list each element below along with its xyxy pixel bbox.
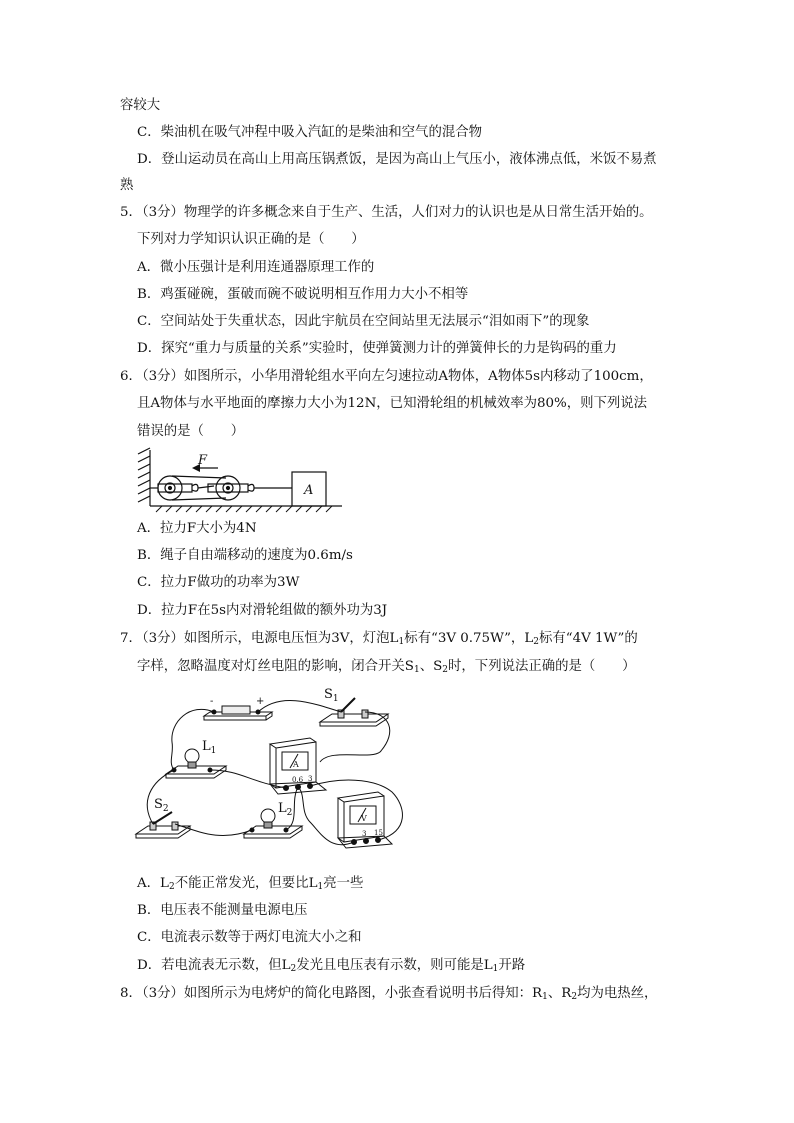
voltmeter-terminal-3: 3 [362,830,367,838]
q5-stem-line2: 下列对力学知识认识正确的是（ ） [137,232,365,247]
q6-stem-line1: 6．（3分）如图所示，小华用滑轮组水平向左匀速拉动A物体，A物体5s内移动了100cm， [120,369,653,384]
q5-stem-line1: 5．（3分）物理学的许多概念来自于生产、生活，人们对力的认识也是从日常生活开始的。 [120,205,653,220]
l1-label: $L_1$ [202,739,217,756]
s1-label: $S_1$ [324,687,339,704]
q6-option-a: A．拉力F大小为4N [137,521,257,536]
block-label: A [304,483,314,498]
switch-s2 [136,812,190,838]
q6-option-b: B．绳子自由端移动的速度为0.6m/s [137,548,353,563]
q7-option-c: C．电流表示数等于两灯电流大小之和 [137,930,362,945]
battery-plus-label: + [256,696,265,707]
q8-stem-line1: 8．（3分）如图所示为电烤炉的简化电路图，小张查看说明书后得知：$R_1$、$R_2$均为电热丝， [120,986,658,1002]
q7-stem-line2: 字样，忽略温度对灯丝电阻的影响，闭合开关$S_1$、$S_2$时，下列说法正确的是（ ） [137,659,636,675]
q7-option-d: D．若电流表无示数，但$L_2$发光且电压表有示数，则可能是$L_1$开路 [137,958,526,974]
q5-option-a: A．微小压强计是利用连通器原理工作的 [137,260,375,275]
q4-option-d-line1: D．登山运动员在高山上用高压锅煮饭，是因为高山上气压小，液体沸点低，米饭不易煮 [137,152,657,167]
voltmeter-terminal-15: 15 [374,829,383,837]
switch-s1 [320,698,388,726]
force-label: F [198,453,208,468]
q7-option-a: A．$L_2$不能正常发光，但要比$L_1$亮一些 [137,876,364,892]
circuit-figure [130,682,420,868]
q4-option-d-line2: 熟 [120,178,134,193]
q5-option-c: C．空间站处于失重状态，因此宇航员在空间站里无法展示“泪如雨下”的现象 [137,314,590,329]
voltmeter-label: V [361,814,367,823]
q4-option-c: C．柴油机在吸气冲程中吸入汽缸的是柴油和空气的混合物 [137,125,483,140]
q7-option-b: B．电压表不能测量电源电压 [137,903,308,918]
bulb-l2 [244,809,302,838]
q6-stem-line2: 且A物体与水平地面的摩擦力大小为12N，已知滑轮组的机械效率为80%，则下列说法 [137,396,648,411]
bulb-l1 [166,749,226,778]
q4-continuation: 容较大 [120,98,161,113]
q7-stem-line1: 7．（3分）如图所示，电源电压恒为3V，灯泡$L_1$标有“3V 0.75W”，$L_2$标有“4V 1W”的 [120,631,638,647]
q6-option-c: C．拉力F做功的功率为3W [137,575,300,590]
ammeter-terminal-3: 3 [308,775,313,783]
battery [204,706,272,720]
pulley-figure [136,446,346,514]
q6-stem-line3: 错误的是（ ） [137,424,245,439]
l2-label: $L_2$ [278,801,293,818]
ammeter-label: A [293,760,299,769]
q5-option-d: D．探究“重力与质量的关系”实验时，使弹簧测力计的弹簧伸长的力是钩码的重力 [137,341,617,356]
s2-label: $S_2$ [154,797,169,814]
ammeter-terminal-06: 0.6 [292,776,304,784]
q6-option-d: D．拉力F在5s内对滑轮组做的额外功为3J [137,603,388,618]
battery-minus-label: - [210,696,214,707]
q5-option-b: B．鸡蛋碰碗，蛋破而碗不破说明相互作用力大小不相等 [137,287,469,302]
